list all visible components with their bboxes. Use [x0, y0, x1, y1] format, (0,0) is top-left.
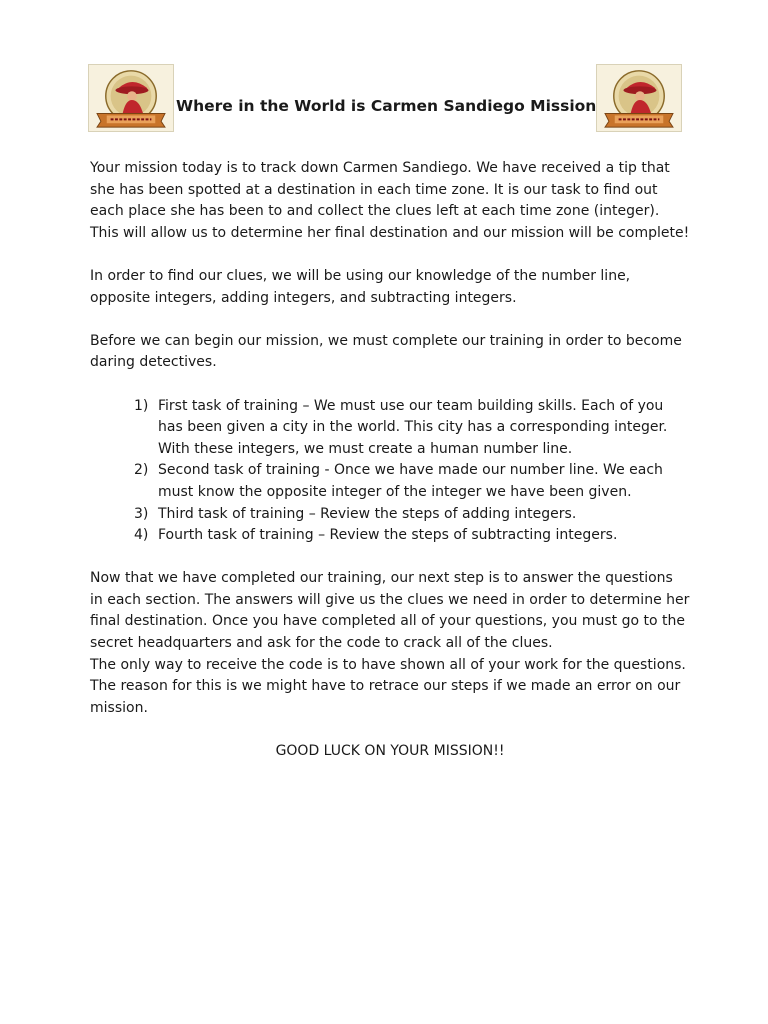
task-number: 3)	[134, 505, 149, 522]
task-text: Fourth task of training – Review the steps of subtracting integers.	[158, 527, 618, 544]
training-task-list	[90, 396, 690, 547]
closing-message: GOOD LUCK ON YOUR MISSION!!	[275, 743, 505, 760]
task-text: Third task of training – Review the steps of adding integers.	[158, 505, 577, 522]
next-step-paragraph: Now that we have completed our training, our next step is to answer the questions in each section. The answers will give us the clues we need in order to determine her final destination. Once you have completed all of your questions, you must go to the secret headquarters and ask for the code to crack all of the clues.	[90, 570, 690, 652]
knowledge-paragraph: In order to find our clues, we will be using our knowledge of the number line, opposite integers, adding integers, and subtracting integers.	[90, 267, 631, 306]
page-title: Where in the World is Carmen Sandiego Mission	[176, 97, 597, 115]
intro-paragraph: Your mission today is to track down Carmen Sandiego. We have received a tip that she has been spotted at a destination in each time zone. It is our task to find out each place she has been to and collect the clues left at each time zone (integer). This will allow us to determine her final destination and our mission will be complete!	[90, 160, 690, 241]
task-item	[134, 504, 690, 526]
task-item	[134, 525, 690, 547]
document-body	[90, 158, 690, 784]
carmen-logo-image	[89, 65, 173, 131]
carmen-sandiego-logo-left	[88, 64, 174, 132]
task-item	[134, 396, 690, 461]
code-requirement-paragraph: The only way to receive the code is to have shown all of your work for the questions. The reason for this is we might have to retrace our steps if we made an error on our mission.	[90, 656, 686, 716]
carmen-logo-image	[597, 65, 681, 131]
task-text: Second task of training - Once we have made our number line. We each must know the opposite integer of the integer we have been given.	[158, 462, 663, 500]
task-number: 1)	[134, 397, 149, 414]
carmen-sandiego-logo-right	[596, 64, 682, 132]
task-text: First task of training – We must use our team building skills. Each of you has been given a city in the world. This city has a corresponding integer. With these integers, we must create a human number line.	[158, 397, 668, 457]
training-intro-paragraph: Before we can begin our mission, we must complete our training in order to become daring detectives.	[90, 332, 682, 371]
task-number: 2)	[134, 462, 149, 479]
task-item	[134, 460, 690, 503]
task-number: 4)	[134, 527, 149, 544]
